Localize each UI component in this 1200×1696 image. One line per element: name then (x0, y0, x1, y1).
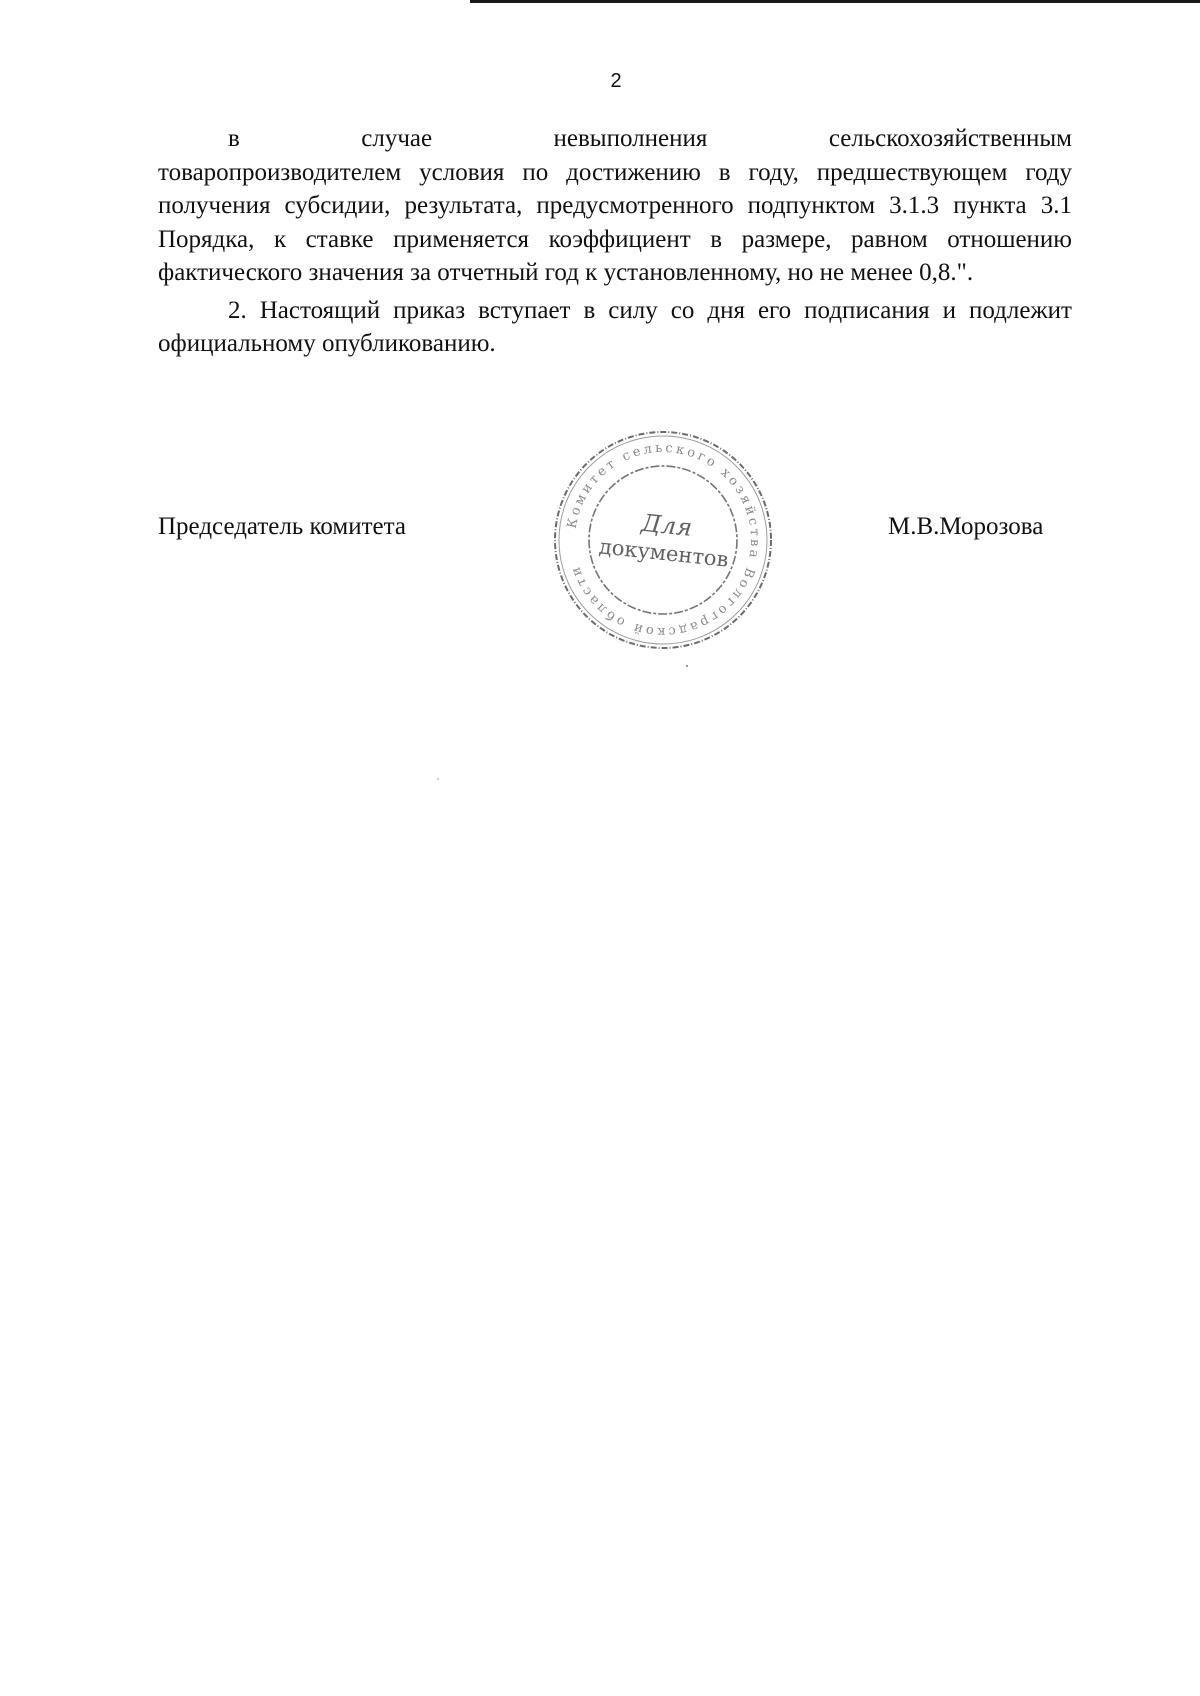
stamp-line-1: Для (640, 508, 694, 542)
stamp-line-2: документов (597, 534, 730, 572)
page-number: 2 (610, 70, 622, 92)
paragraph-2: 2. Настоящий приказ вступает в силу со дня его подписания и подлежит официальному опубликованию. (158, 296, 1072, 357)
official-stamp (548, 425, 778, 655)
signatory-title: Председатель комитета (158, 513, 406, 540)
paragraph-1-first-line (158, 122, 1072, 156)
word-1: в (228, 125, 240, 152)
document-body (158, 122, 1072, 361)
word-4: сельскохозяйственным (828, 125, 1072, 152)
stamp-seal-icon (548, 425, 778, 655)
word-3: невыполнения (553, 125, 708, 152)
signatory-name: М.В.Морозова (888, 513, 1044, 540)
paragraph-1-body: товаропроизводителем условия по достижению в году, предшествующем году получения субсидии, результата, предусмотренного подпунктом 3.1.3 пункта 3.1 Порядка, к ставке применяется коэффициент в размере, равном отношению фактического значения за отчетный год к установленному, но не менее 0,8.". (158, 158, 1072, 286)
scan-edge-line (470, 0, 1200, 3)
scan-speck (686, 665, 688, 667)
scan-speck (437, 778, 439, 780)
stamp-ring-text: Комитет сельского хозяйства Волгоградской области (564, 440, 763, 640)
word-2: случае (361, 125, 433, 152)
